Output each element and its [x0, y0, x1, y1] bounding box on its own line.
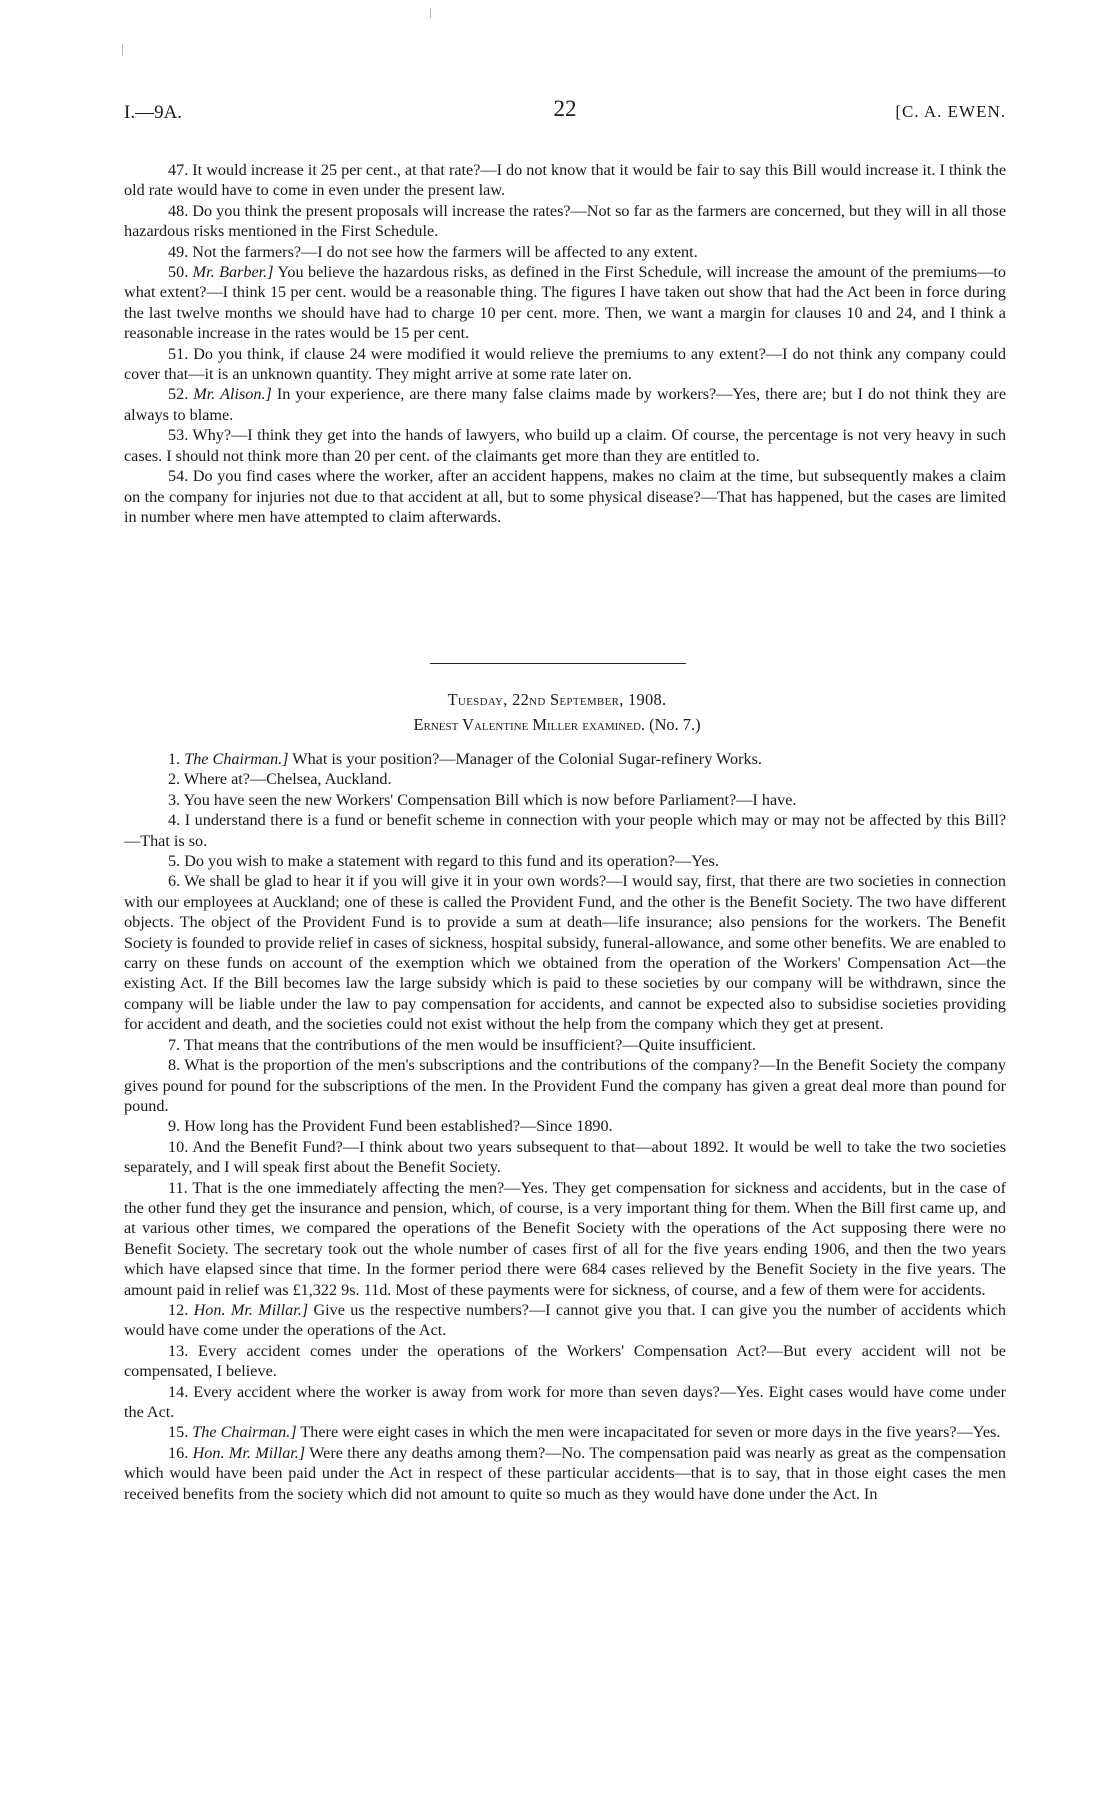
question-number: 3.	[168, 790, 181, 809]
question-text: Why?—I think they get into the hands of lawyers, who build up a claim. Of course, the percentage is not very heavy in such cases. I should not think more than 20 per cent. of the claimants get more than they are entitled to.	[124, 426, 1006, 465]
page-header	[124, 96, 1006, 134]
question-number: 2.	[168, 770, 181, 789]
speaker-name: Mr. Barber.]	[192, 263, 274, 282]
question-paragraph	[124, 160, 1006, 201]
question-number: 53.	[168, 426, 189, 445]
question-paragraph	[124, 466, 1006, 527]
question-number: 6.	[168, 872, 181, 891]
question-text: You believe the hazardous risks, as defined in the First Schedule, will increase the amount of the premiums—to what extent?—I think 15 per cent. would be a reasonable thing. The figures I have taken out show that had the Act been in force during the last twelve months we should have had to charge 10 per cent. more. Then, we want a margin for clauses 10 and 24, and I think a reasonable increase in the rates would be 15 per cent.	[124, 263, 1006, 343]
question-number: 51.	[168, 344, 189, 363]
speaker-name: Hon. Mr. Millar.]	[193, 1300, 309, 1319]
speaker-name: The Chairman.]	[184, 750, 289, 768]
witness-number: (No. 7.)	[649, 715, 701, 734]
witness-examined: Ernest Valentine Miller examined.	[413, 715, 645, 734]
question-text: What is your position?—Manager of the Colonial Sugar-refinery Works.	[292, 750, 762, 768]
question-paragraph	[124, 790, 1006, 810]
question-text: I understand there is a fund or benefit scheme in connection with your people which may or may not be affected by this Bill?—That is so.	[124, 811, 1007, 850]
question-number: 49.	[168, 242, 189, 261]
question-text: We shall be glad to hear it if you will give it in your own words?—I would say, first, that there are two societies in connection with our employees at Auckland; one of these is called the Provident Fund, and the other is the Benefit Society. The two have different objects. The object of the Provident Fund is to provide a sum at death—life insurance; also pensions for the workers. The Benefit Society is founded to provide relief in cases of sickness, hospital subsidy, funeral-allowance, and some other benefits. We are enabled to carry on these funds on account of the exemption which we obtained from the operation of the Workers' Compensation Act—the existing Act. If the Bill becomes law the large subsidy which is paid to these societies by our company will be withdrawn, since the company will be liable under the law to pay compensation for accidents, and cannot be expected also to subsidise societies providing for accident and death, and the societies could not exist without the help from the company which they get at present.	[124, 872, 1007, 1034]
question-text: Every accident where the worker is away from work for more than seven days?—Yes. Eight cases would have come under the Act.	[124, 1382, 1007, 1421]
section-divider	[430, 663, 686, 664]
question-text: There were eight cases in which the men were incapacitated for seven or more days in the five years?—Yes.	[300, 1423, 1001, 1442]
question-text: You have seen the new Workers' Compensation Bill which is now before Parliament?—I have.	[183, 790, 797, 809]
question-number: 14.	[168, 1382, 189, 1401]
minutes-continued	[124, 160, 1006, 527]
question-number: 5.	[168, 852, 181, 871]
question-text: Give us the respective numbers?—I cannot give you that. I can give you the number of accidents which would have come under the operations of the Act.	[124, 1300, 1007, 1340]
speaker-name: Mr. Alison.]	[193, 385, 272, 404]
question-text: Not the farmers?—I do not see how the farmers will be affected to any extent.	[192, 242, 698, 261]
question-paragraph	[124, 1300, 1006, 1341]
question-number: 48.	[168, 201, 189, 220]
question-paragraph	[124, 242, 1006, 262]
question-number: 7.	[168, 1035, 181, 1054]
question-number: 47.	[168, 161, 189, 179]
question-number: 54.	[168, 467, 189, 486]
question-number: 15.	[168, 1423, 189, 1442]
speaker-name: The Chairman.]	[192, 1423, 297, 1442]
question-number: 4.	[168, 811, 181, 830]
question-number: 1.	[168, 750, 181, 768]
question-number: 8.	[168, 1056, 181, 1075]
question-text: And the Benefit Fund?—I think about two years subsequent to that—about 1892. It would be well to take the two societies separately, and I will speak first about the Benefit Society.	[124, 1137, 1006, 1177]
session-date: Tuesday, 22nd September, 1908.	[447, 690, 667, 709]
question-number: 9.	[168, 1117, 181, 1136]
question-text: Do you think the present proposals will increase the rates?—Not so far as the farmers are concerned, but they will in all those hazardous risks mentioned in the First Schedule.	[124, 201, 1007, 241]
paper-reference: I.—9A.	[124, 102, 183, 123]
question-text: Were there any deaths among them?—No. The compensation paid was nearly as great as the compensation which would have been paid under the Act in respect of these particular accidents—that is to say, that in those eight cases the men received benefits from the society which did not amount to quite so much as they would have done under the Act. In	[124, 1443, 1006, 1503]
question-paragraph	[124, 1443, 1006, 1504]
question-number: 11.	[168, 1178, 188, 1197]
witness-name: [C. A. EWEN.	[895, 102, 1006, 121]
question-text: Do you find cases where the worker, after an accident happens, makes no claim at the time, but subsequently makes a claim on the company for injuries not due to that accident at all, but to some physical disease?—That has happened, but the cases are limited in number where men have attempted to claim afterwards.	[124, 467, 1007, 526]
question-paragraph	[124, 344, 1006, 385]
question-paragraph	[124, 769, 1006, 789]
question-number: 12.	[168, 1300, 189, 1319]
question-text: Do you think, if clause 24 were modified it would relieve the premiums to any extent?—I do not think any company could cover that—it is an unknown quantity. They might arrive at some rate later on.	[124, 344, 1006, 384]
question-paragraph	[124, 871, 1006, 1034]
question-paragraph	[124, 425, 1006, 466]
question-number: 10.	[168, 1137, 189, 1156]
question-number: 13.	[168, 1341, 189, 1360]
witness-heading	[0, 715, 1114, 735]
question-number: 16.	[168, 1443, 189, 1462]
question-paragraph	[124, 1137, 1006, 1178]
question-text: Do you wish to make a statement with regard to this fund and its operation?—Yes.	[184, 852, 719, 871]
question-text: That is the one immediately affecting the men?—Yes. They get compensation for sickness and accidents, but in the case of the other fund they get the insurance and pension, which, of course, is a very important thing for them. When the Bill first came up, and at various other times, we compared the operations of the Benefit Society with the operations of the Act supposing there were no Benefit Society. The secretary took out the whole number of cases first of all for the five years ending 1906, and then the two years which have elapsed since that time. In the former period there were 684 cases relieved by the Benefit Society in the five years. The amount paid in relief was £1,322 9s. 11d. Most of these payments were for sickness, of course, and a few of them were for accidents.	[124, 1178, 1006, 1299]
question-text: That means that the contributions of the men would be insufficient?—Quite insufficient.	[183, 1035, 757, 1054]
question-paragraph	[124, 1035, 1006, 1055]
question-number: 50.	[168, 263, 189, 282]
question-paragraph	[124, 384, 1006, 425]
question-text: How long has the Provident Fund been established?—Since 1890.	[184, 1117, 613, 1136]
question-paragraph	[124, 1382, 1006, 1423]
question-paragraph	[124, 1116, 1006, 1136]
question-paragraph	[124, 810, 1006, 851]
question-paragraph	[124, 262, 1006, 344]
speaker-name: Hon. Mr. Millar.]	[192, 1443, 306, 1462]
question-text: In your experience, are there many false claims made by workers?—Yes, there are; but I do not think they are always to blame.	[124, 385, 1006, 424]
question-paragraph	[124, 851, 1006, 871]
question-paragraph	[124, 1055, 1006, 1116]
scan-mark	[430, 8, 431, 18]
minutes-new-witness	[124, 749, 1006, 1504]
scan-mark	[122, 44, 123, 56]
question-paragraph	[124, 201, 1006, 242]
question-paragraph	[124, 749, 1006, 769]
question-text: Every accident comes under the operations of the Workers' Compensation Act?—But every accident will not be compensated, I believe.	[124, 1341, 1006, 1381]
question-paragraph	[124, 1178, 1006, 1300]
question-text: What is the proportion of the men's subscriptions and the contributions of the company?—In the Benefit Society the company gives pound for pound for the subscriptions of the men. In the Provident Fund the company has given a great deal more than pound for pound.	[124, 1056, 1006, 1115]
page-number: 22	[553, 96, 577, 121]
question-paragraph	[124, 1422, 1006, 1442]
question-number: 52.	[168, 385, 189, 404]
question-text: It would increase it 25 per cent., at that rate?—I do not know that it would be fair to say this Bill would increase it. I think the old rate would have to come in even under the present law.	[124, 161, 1007, 200]
question-text: Where at?—Chelsea, Auckland.	[183, 770, 392, 789]
question-paragraph	[124, 1341, 1006, 1382]
